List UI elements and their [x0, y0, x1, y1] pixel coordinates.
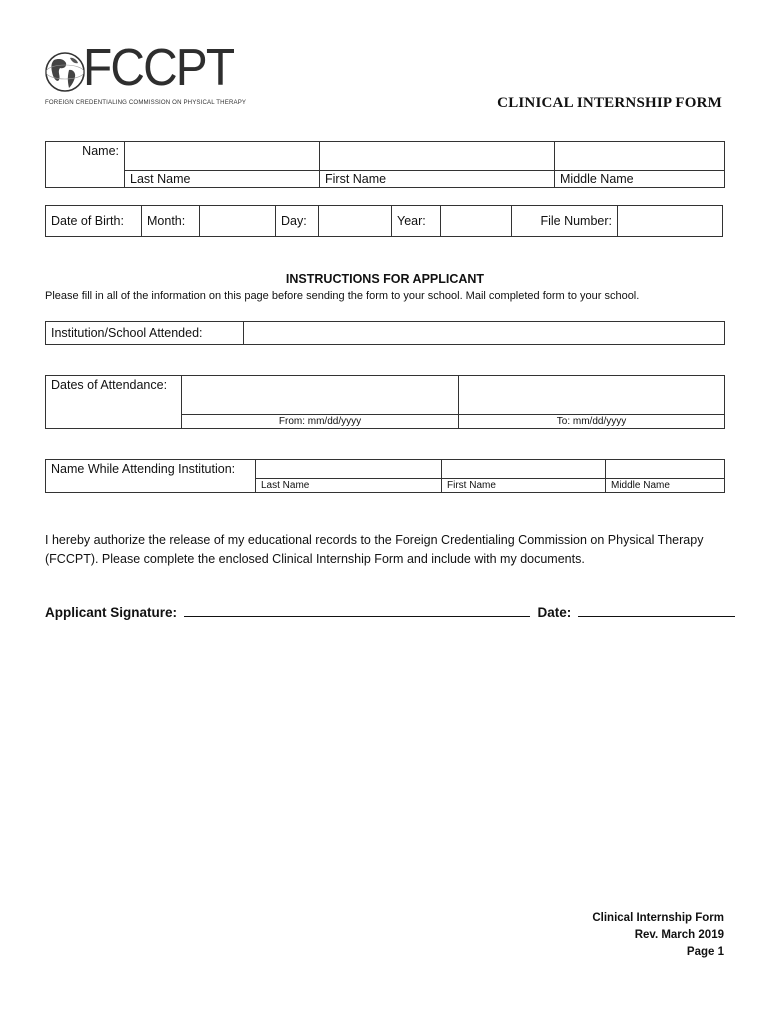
attending-last-name-caption: Last Name — [256, 479, 442, 493]
signature-line[interactable] — [184, 602, 530, 617]
file-number-input[interactable] — [618, 206, 723, 237]
attending-first-name-caption: First Name — [442, 479, 606, 493]
instructions-text: Please fill in all of the information on this page before sending the form to your school. Mail completed form to your school. — [45, 290, 640, 302]
attendance-label: Dates of Attendance: — [46, 376, 182, 415]
file-number-label: File Number: — [512, 206, 618, 237]
from-date-caption: From: mm/dd/yyyy — [182, 415, 459, 429]
attending-last-name-input[interactable] — [256, 460, 442, 479]
instructions-heading: INSTRUCTIONS FOR APPLICANT — [285, 272, 485, 286]
to-date-input[interactable] — [459, 376, 725, 415]
year-label: Year: — [392, 206, 441, 237]
attending-middle-name-input[interactable] — [606, 460, 725, 479]
first-name-caption: First Name — [320, 171, 555, 188]
to-date-caption: To: mm/dd/yyyy — [459, 415, 725, 429]
logo-subtitle: FOREIGN CREDENTIALING COMMISSION ON PHYSICAL THERAPY — [45, 99, 247, 106]
day-input[interactable] — [319, 206, 392, 237]
name-label: Name: — [46, 142, 125, 171]
attendance-table — [45, 375, 725, 429]
month-input[interactable] — [200, 206, 276, 237]
month-label: Month: — [142, 206, 200, 237]
name-attending-label: Name While Attending Institution: — [46, 460, 256, 479]
name-table — [45, 141, 725, 188]
authorization-text: I hereby authorize the release of my educational records to the Foreign Credentialing Commission on Physical Therapy (FCCPT). Please complete the enclosed Clinical Internship Form and include with my documents. — [45, 533, 704, 566]
attending-middle-name-caption: Middle Name — [606, 479, 725, 493]
middle-name-caption: Middle Name — [555, 171, 725, 188]
page-title: CLINICAL INTERNSHIP FORM — [497, 95, 722, 111]
institution-label: Institution/School Attended: — [46, 322, 244, 345]
last-name-caption: Last Name — [125, 171, 320, 188]
last-name-input[interactable] — [125, 142, 320, 171]
name-attending-table — [45, 459, 725, 493]
institution-input[interactable] — [244, 322, 725, 345]
footer-revision: Rev. March 2019 — [634, 929, 724, 941]
footer-page-number: Page 1 — [686, 946, 724, 958]
page-footer — [592, 910, 724, 961]
footer-form-name: Clinical Internship Form — [592, 912, 724, 924]
dob-table — [45, 205, 723, 237]
logo-wordmark: FCCPT — [83, 39, 234, 97]
fccpt-logo — [45, 39, 247, 108]
globe-icon — [45, 50, 85, 94]
signature-label: Applicant Signature: — [45, 605, 178, 620]
institution-table — [45, 321, 725, 345]
middle-name-input[interactable] — [555, 142, 725, 171]
day-label: Day: — [276, 206, 319, 237]
date-label: Date: — [537, 605, 572, 620]
signature-row — [45, 602, 735, 620]
from-date-input[interactable] — [182, 376, 459, 415]
date-line[interactable] — [578, 602, 735, 617]
attending-first-name-input[interactable] — [442, 460, 606, 479]
dob-label: Date of Birth: — [46, 206, 142, 237]
year-input[interactable] — [441, 206, 512, 237]
first-name-input[interactable] — [320, 142, 555, 171]
